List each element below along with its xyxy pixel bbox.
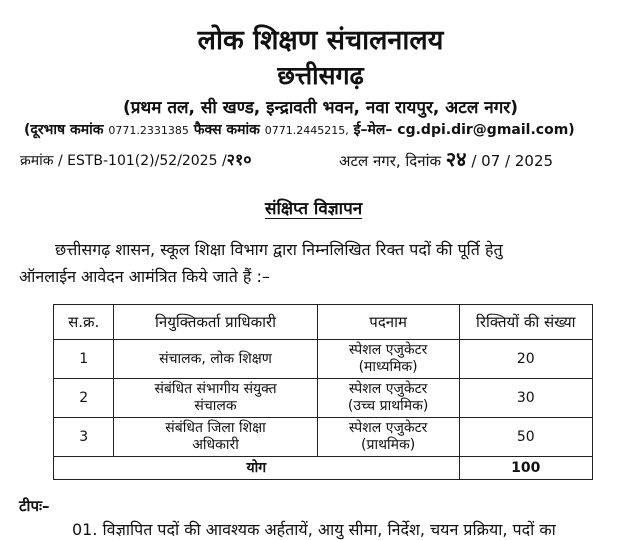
- table-row: [54, 418, 593, 457]
- table-row: [54, 379, 593, 418]
- reference-number: [20, 148, 252, 170]
- post-line-1: स्पेशल एजुकेटर: [348, 420, 428, 436]
- cell-count: 20: [459, 340, 592, 379]
- state-name: छत्तीसगढ़: [277, 61, 364, 90]
- vacancy-table: [53, 304, 593, 480]
- email-address: cg.dpi.dir@gmail.com): [397, 122, 575, 138]
- reference-handwritten-number: २१०: [226, 150, 252, 169]
- email-label: ई–मेल–: [353, 122, 393, 138]
- contact-line: [24, 120, 575, 139]
- post-line-1: स्पेशल एजुकेटर: [348, 381, 428, 397]
- table-header-row: [54, 305, 593, 340]
- fax-number: 0771.2445215,: [264, 124, 349, 137]
- cell-sno: 1: [54, 340, 114, 379]
- cell-authority: [114, 340, 317, 379]
- table-row: [54, 340, 593, 379]
- notice-subject: संक्षिप्त विज्ञापन: [265, 199, 363, 219]
- reference-label: क्रमांक / ESTB-101(2)/52/2025 /: [20, 153, 227, 169]
- post-line-2: (प्राथमिक): [361, 437, 416, 453]
- phone-number: 0771.2331385: [108, 124, 189, 137]
- post-line-2: (उच्च प्राथमिक): [347, 398, 429, 414]
- header-post: पदनाम: [317, 305, 459, 340]
- authority-line-2: संचालक: [194, 398, 237, 414]
- note-point-1: 01. विज्ञापित पदों की आवश्यक अर्हतायें, आयु सीमा, निर्देश, चयन प्रक्रिया, पदों का: [72, 520, 556, 539]
- cell-sno: 2: [54, 379, 114, 418]
- authority-line-1: संबंधित जिला शिक्षा: [165, 420, 266, 436]
- authority-line-2: अधिकारी: [192, 437, 239, 453]
- cell-count: 30: [459, 379, 592, 418]
- header-vacancies: रिक्तियों की संख्या: [459, 305, 592, 340]
- date-label: अटल नगर, दिनांक: [339, 152, 441, 170]
- cell-post: [317, 379, 459, 418]
- intro-line-1: छत्तीसगढ़ शासन, स्कूल शिक्षा विभाग द्वारा निम्नलिखित रिक्त पदों की पूर्ति हेतु: [55, 240, 503, 259]
- total-row: [54, 457, 593, 480]
- cell-post: [317, 418, 459, 457]
- post-line-2: (माध्यमिक): [358, 359, 418, 375]
- authority-line-1: संबंधित संभागीय संयुक्त: [154, 381, 277, 397]
- phone-label: (दूरभाष कमांक: [24, 122, 104, 138]
- date-month-year: / 07 / 2025: [471, 152, 554, 170]
- header-sno: स.क्र.: [54, 305, 114, 340]
- fax-label: फैक्स कमांक: [193, 122, 260, 138]
- cell-sno: 3: [54, 418, 114, 457]
- authority-line-1: संचालक, लोक शिक्षण: [159, 350, 272, 367]
- header-authority: नियुक्तिकर्ता प्राधिकारी: [114, 305, 317, 340]
- total-value: 100: [459, 457, 592, 480]
- total-label: योग: [54, 457, 460, 480]
- date-day: २४: [445, 147, 467, 171]
- cell-post: [317, 340, 459, 379]
- notes-heading: टीपः–: [19, 497, 50, 515]
- reference-date: [339, 145, 553, 172]
- cell-authority: [114, 418, 317, 457]
- department-title: लोक शिक्षण संचालनालय: [197, 25, 444, 56]
- cell-authority: [114, 379, 317, 418]
- intro-line-2: ऑनलाईन आवेदन आमंत्रित किये जाते हैं :–: [19, 267, 270, 286]
- office-address: (प्रथम तल, सी खण्ड, इन्द्रावती भवन, नवा रायपुर, अटल नगर): [122, 98, 519, 118]
- cell-count: 50: [459, 418, 592, 457]
- post-line-1: स्पेशल एजुकेटर: [348, 342, 428, 358]
